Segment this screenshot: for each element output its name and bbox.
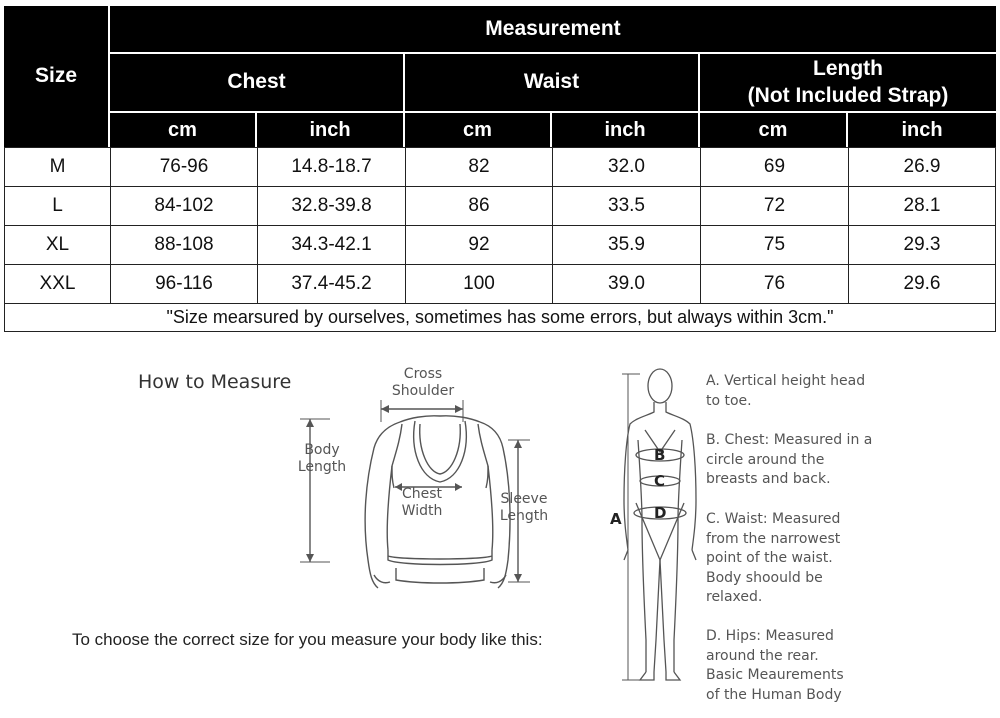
figure-letter-c: C (654, 472, 666, 490)
unit-cm-length: cm (700, 113, 846, 147)
note-c: C. Waist: Measured from the narrowest point of the waist. Body shoould be relaxed. (706, 511, 841, 606)
unit-cm-chest: cm (110, 113, 255, 147)
size-cell: L (4, 186, 111, 226)
human-figure (624, 369, 696, 680)
value-cell: 96-116 (110, 264, 258, 304)
unit-inch-length: inch (848, 113, 996, 147)
value-cell: 32.0 (552, 147, 701, 187)
figure-letter-a: A (610, 510, 622, 528)
value-cell: 29.3 (848, 225, 996, 265)
cross-shoulder-label: Cross Shoulder (391, 366, 455, 399)
size-cell: XXL (4, 264, 111, 304)
figure-letter-b: B (654, 446, 666, 464)
unit-cm-waist: cm (405, 113, 550, 147)
sleeve-length-label: Sleeve Length (499, 491, 549, 524)
value-cell: 76-96 (110, 147, 258, 187)
unit-inch-waist: inch (552, 113, 698, 147)
chest-header: Chest (110, 54, 403, 111)
figure-letter-d: D (654, 504, 667, 522)
value-cell: 76 (700, 264, 849, 304)
note-b: B. Chest: Measured in a circle around the breasts and back. (706, 432, 873, 488)
note-d: D. Hips: Measured around the rear. Basic Meaurements of the Human Body (706, 628, 844, 703)
length-sublabel: (Not Included Strap) (747, 83, 949, 107)
value-cell: 100 (405, 264, 553, 304)
value-cell: 69 (700, 147, 849, 187)
value-cell: 32.8-39.8 (257, 186, 406, 226)
waist-header: Waist (405, 54, 698, 111)
value-cell: 86 (405, 186, 553, 226)
value-cell: 35.9 (552, 225, 701, 265)
value-cell: 92 (405, 225, 553, 265)
value-cell: 34.3-42.1 (257, 225, 406, 265)
body-length-label: Body Length (297, 442, 347, 475)
value-cell: 75 (700, 225, 849, 265)
length-label: Length (813, 57, 883, 81)
value-cell: 14.8-18.7 (257, 147, 406, 187)
how-to-measure-title: How to Measure (138, 371, 292, 393)
unit-inch-chest: inch (257, 113, 403, 147)
value-cell: 26.9 (848, 147, 996, 187)
value-cell: 39.0 (552, 264, 701, 304)
footnote: "Size mearsured by ourselves, sometimes has some errors, but always within 3cm." (4, 303, 996, 332)
value-cell: 88-108 (110, 225, 258, 265)
value-cell: 33.5 (552, 186, 701, 226)
instruction-text: To choose the correct size for you measure your body like this: (72, 630, 543, 649)
value-cell: 82 (405, 147, 553, 187)
size-cell: M (4, 147, 111, 187)
value-cell: 72 (700, 186, 849, 226)
value-cell: 84-102 (110, 186, 258, 226)
chest-width-label: Chest Width (401, 486, 443, 519)
measurement-header: Measurement (110, 6, 996, 52)
note-a: A. Vertical height head to toe. (706, 373, 866, 409)
value-cell: 37.4-45.2 (257, 264, 406, 304)
size-cell: XL (4, 225, 111, 265)
value-cell: 28.1 (848, 186, 996, 226)
size-header: Size (4, 6, 108, 147)
value-cell: 29.6 (848, 264, 996, 304)
